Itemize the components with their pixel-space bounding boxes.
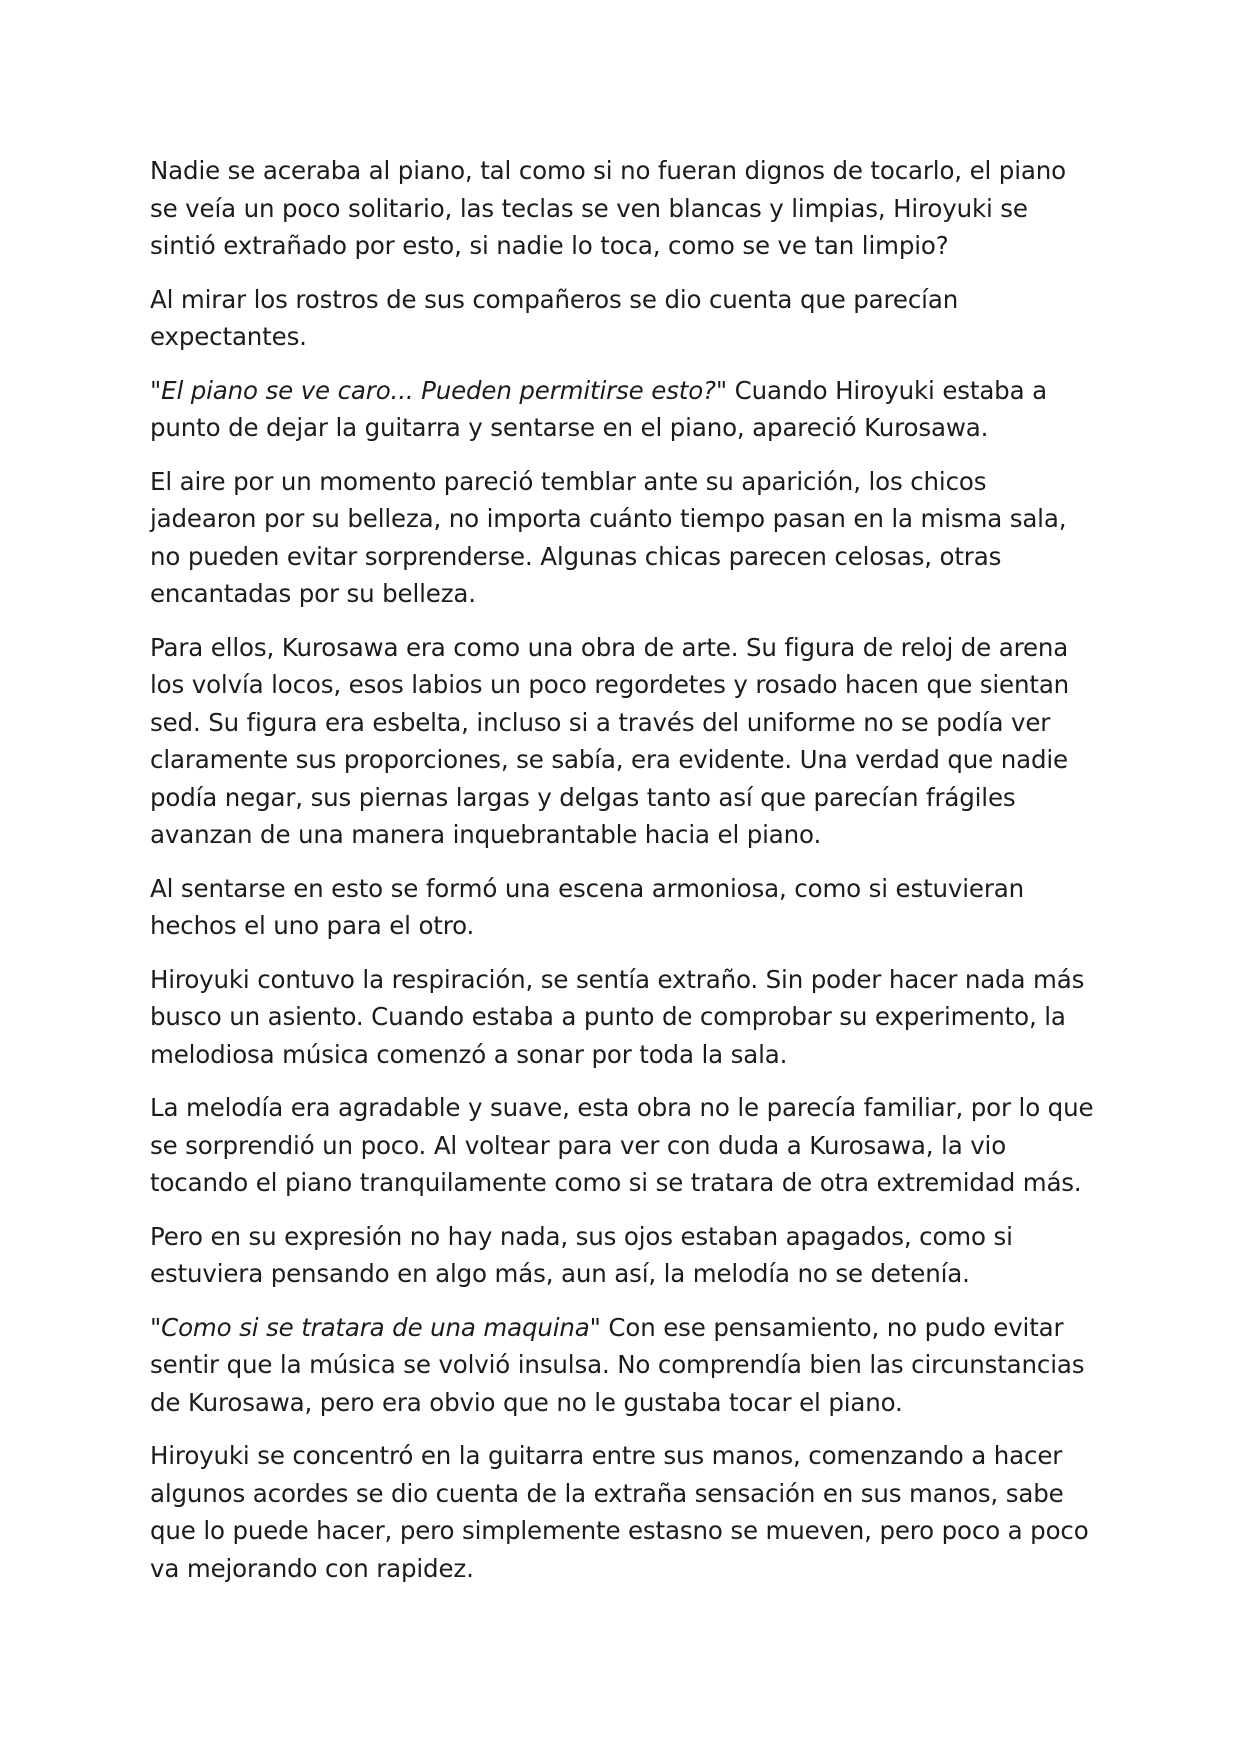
- paragraph: [150, 1437, 1100, 1587]
- paragraph: [150, 281, 1100, 356]
- paragraph-text: Con ese pensamiento, no pudo evitar sentir que la música se volvió insulsa. No comprendía bien las circunstancias de Kurosawa, pero era obvio que no le gustaba tocar el piano.: [150, 1312, 1085, 1417]
- paragraph: [150, 463, 1100, 613]
- paragraph-text: Pero en su expresión no hay nada, sus ojos estaban apagados, como si estuviera pensando en algo más, aun así, la melodía no se detenía.: [150, 1221, 1013, 1288]
- paragraph: [150, 629, 1100, 854]
- paragraph: [150, 1309, 1100, 1422]
- paragraph: [150, 870, 1100, 945]
- paragraph-text: Hiroyuki se concentró en la guitarra entre sus manos, comenzando a hacer algunos acordes se dio cuenta de la extraña sensación en sus manos, sabe que lo puede hacer, pero simplemente estasno se mueven, pero poco a poco va mejorando con rapidez.: [150, 1441, 1089, 1583]
- paragraph-text: Al mirar los rostros de sus compañeros se dio cuenta que parecían expectantes.: [150, 284, 959, 351]
- paragraph: [150, 372, 1100, 447]
- paragraph-text: El aire por un momento pareció temblar ante su aparición, los chicos jadearon por su belleza, no importa cuánto tiempo pasan en la misma sala, no pueden evitar sorprenderse. Algunas chicas parecen celosas, otras encantadas por su belleza.: [150, 466, 1067, 608]
- paragraph: [150, 961, 1100, 1074]
- paragraph-text: Hiroyuki contuvo la respiración, se sentía extraño. Sin poder hacer nada más busco un asiento. Cuando estaba a punto de comprobar su experimento, la melodiosa música comenzó a sonar por toda la sala.: [150, 964, 1085, 1069]
- paragraph: [150, 1089, 1100, 1202]
- paragraph-text: Al sentarse en esto se formó una escena armoniosa, como si estuvieran hechos el uno para el otro.: [150, 873, 1025, 940]
- body-text: [150, 152, 1100, 1603]
- paragraph-text: Cuando Hiroyuki estaba a punto de dejar la guitarra y sentarse en el piano, apareció Kurosawa.: [150, 375, 1047, 442]
- paragraph-text: La melodía era agradable y suave, esta obra no le parecía familiar, por lo que se sorprendió un poco. Al voltear para ver con duda a Kurosawa, la vio tocando el piano tranquilamente como si se tratara de otra extremidad más.: [150, 1093, 1094, 1197]
- thought-quote: "El piano se ve caro... Pueden permitirse esto?": [150, 375, 728, 405]
- thought-quote: "Como si se tratara de una maquina": [150, 1312, 601, 1342]
- paragraph-text: Para ellos, Kurosawa era como una obra de arte. Su figura de reloj de arena los volvía locos, esos labios un poco regordetes y rosado hacen que sientan sed. Su figura era esbelta, incluso si a través del uniforme no se podía ver claramente sus proporciones, se sabía, era evidente. Una verdad que nadie podía negar, sus piernas largas y delgas tanto así que parecían frágiles avanzan de una manera inquebrantable hacia el piano.: [150, 632, 1070, 849]
- paragraph: [150, 152, 1100, 265]
- paragraph-text: Nadie se aceraba al piano, tal como si no fueran dignos de tocarlo, el piano se veía un poco solitario, las teclas se ven blancas y limpias, Hiroyuki se sintió extrañado por esto, si nadie lo toca, como se ve tan limpio?: [150, 156, 1066, 260]
- paragraph: [150, 1218, 1100, 1293]
